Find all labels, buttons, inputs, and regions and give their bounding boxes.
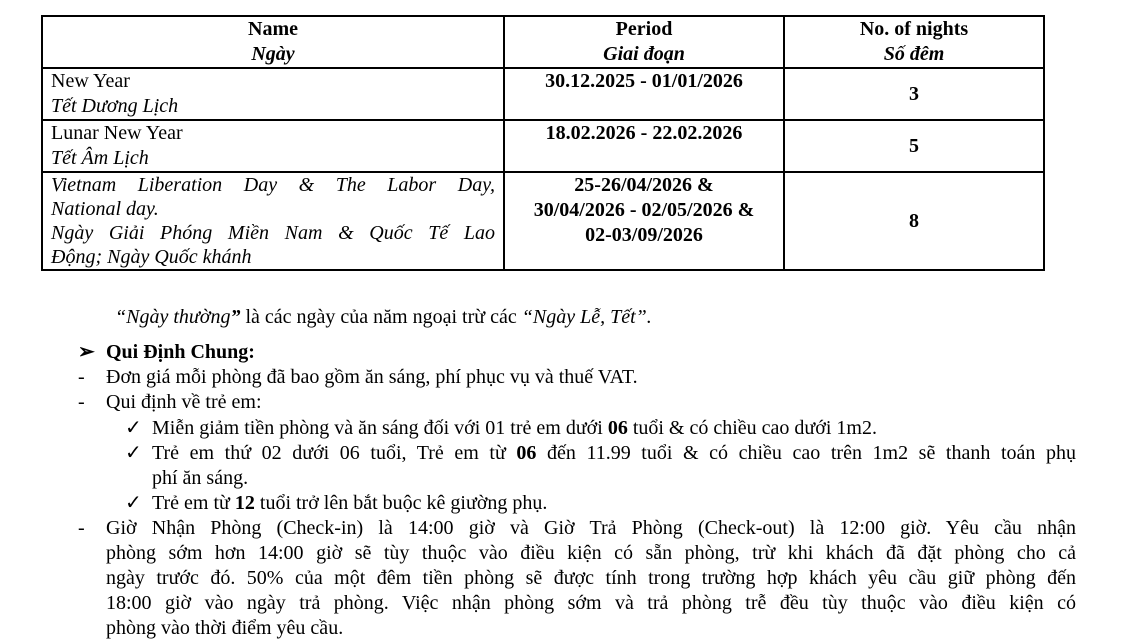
holiday-name-line: Động; Ngày Quốc khánh — [51, 246, 252, 268]
rule-room-rate-text: Đơn giá mỗi phòng đã bao gồm ăn sáng, phí phục vụ và thuế VAT. — [106, 366, 638, 388]
period-line: 25-26/04/2026 & — [574, 174, 714, 196]
note-quote-2: “Ngày Lễ, Tết”. — [521, 306, 652, 328]
child-rule-text: đến 11.99 tuổi & có chiều cao trên 1m2 sẽ thanh toán phụ — [536, 442, 1076, 464]
holiday-name-line: Ngày Giải Phóng Miền Nam & Quốc Tế Lao — [51, 222, 495, 244]
child-rule-text: Trẻ em thứ 02 dưới 06 tuổi, Trẻ em từ — [152, 442, 517, 464]
holiday-name-en: Lunar New Year — [51, 122, 183, 144]
header-name-en: Name — [248, 18, 298, 40]
header-period-en: Period — [615, 18, 673, 40]
cell-nights-liberation-day: 8 — [784, 172, 1044, 270]
period-line: 30/04/2026 - 02/05/2026 & — [533, 199, 755, 221]
general-rules-heading-label: Qui Định Chung: — [106, 341, 255, 363]
header-period-vi: Giai đoạn — [603, 43, 685, 65]
rule-children-intro — [78, 390, 1076, 415]
cell-nights-lunar-new-year: 5 — [784, 120, 1044, 172]
note-middle: là các ngày của năm ngoại trừ các — [240, 306, 522, 328]
holiday-name-en: New Year — [51, 70, 130, 92]
cell-nights-new-year: 3 — [784, 68, 1044, 120]
child-rule-text: tuổi & có chiều cao dưới 1m2. — [627, 417, 877, 439]
child-rule-extra-bed — [125, 491, 1076, 516]
table-row-new-year — [42, 68, 1044, 120]
note-quote-1: “Ngày thường — [115, 306, 231, 328]
check-bullet-icon: ✓ — [125, 442, 142, 464]
child-rule-text: Miễn giảm tiền phòng và ăn sáng đối với 01 trẻ em dưới — [152, 417, 608, 439]
child-rule-age-bold: 12 — [234, 492, 255, 514]
child-rule-text: Trẻ em từ — [152, 492, 235, 514]
child-rule-age-bold: 06 — [607, 417, 628, 439]
checkin-paragraph-line: phòng vào thời điểm yêu cầu. — [106, 617, 344, 639]
table-row-lunar-new-year — [42, 120, 1044, 172]
note-quote-1-close: ” — [230, 306, 241, 328]
holiday-name-vi: Tết Dương Lịch — [51, 95, 179, 117]
dash-bullet-icon: - — [78, 366, 85, 388]
cell-period-lunar-new-year: 18.02.2026 - 22.02.2026 — [504, 120, 784, 172]
child-rule-line — [152, 441, 1076, 466]
dash-bullet-icon: - — [78, 517, 85, 539]
arrow-bullet-icon: ➢ — [78, 341, 95, 363]
check-bullet-icon: ✓ — [125, 492, 142, 514]
rule-checkin-checkout — [78, 516, 1076, 640]
cell-period-liberation-day — [504, 172, 784, 270]
checkin-paragraph-line: Giờ Nhận Phòng (Check-in) là 14:00 giờ và Giờ Trả Phòng (Check-out) là 12:00 giờ. Yêu cầu nhận — [106, 517, 1076, 539]
header-nights-vi: Số đêm — [883, 43, 945, 65]
holiday-name-line: National day. — [51, 198, 159, 220]
holiday-name-vi: Tết Âm Lịch — [51, 147, 149, 169]
header-name — [42, 16, 504, 68]
period-line: 02-03/09/2026 — [585, 224, 703, 246]
cell-name-lunar-new-year — [42, 120, 504, 172]
cell-name-liberation-day — [42, 172, 504, 270]
checkin-paragraph-line: 18:00 giờ vào ngày trả phòng. Việc nhận phòng sớm và trả phòng trễ đều tùy thuộc vào điều kiện có — [106, 592, 1076, 614]
child-rule-free-stay — [125, 416, 1076, 441]
header-period — [504, 16, 784, 68]
header-nights — [784, 16, 1044, 68]
holiday-name-line: Vietnam Liberation Day & The Labor Day, — [51, 174, 495, 196]
header-name-vi: Ngày — [251, 43, 295, 65]
table-row-liberation-day — [42, 172, 1044, 270]
child-rule-surcharge — [125, 441, 1076, 491]
normal-days-note — [115, 305, 1095, 330]
child-rule-line: phí ăn sáng. — [152, 467, 249, 489]
child-rule-age-bold: 06 — [516, 442, 537, 464]
checkin-paragraph-line: ngày trước đó. 50% của một đêm tiền phòng sẽ được tính trong trường hợp khách yêu cầu giữ phòng đến — [106, 567, 1076, 589]
rule-children-intro-text: Qui định về trẻ em: — [106, 391, 262, 413]
check-bullet-icon: ✓ — [125, 417, 142, 439]
checkin-paragraph-line: phòng sớm hơn 14:00 giờ sẽ tùy thuộc vào điều kiện có sẵn phòng, trừ khi khách đã đặt phòng cho cả — [106, 542, 1076, 564]
table-header-row — [42, 16, 1044, 68]
child-rule-text: tuổi trở lên bắt buộc kê giường phụ. — [254, 492, 548, 514]
holiday-period-table — [41, 15, 1045, 271]
cell-period-new-year: 30.12.2025 - 01/01/2026 — [504, 68, 784, 120]
rule-room-rate — [78, 365, 1076, 390]
header-nights-en: No. of nights — [859, 18, 969, 40]
cell-name-new-year — [42, 68, 504, 120]
dash-bullet-icon: - — [78, 391, 85, 413]
general-rules-heading — [78, 340, 1076, 365]
